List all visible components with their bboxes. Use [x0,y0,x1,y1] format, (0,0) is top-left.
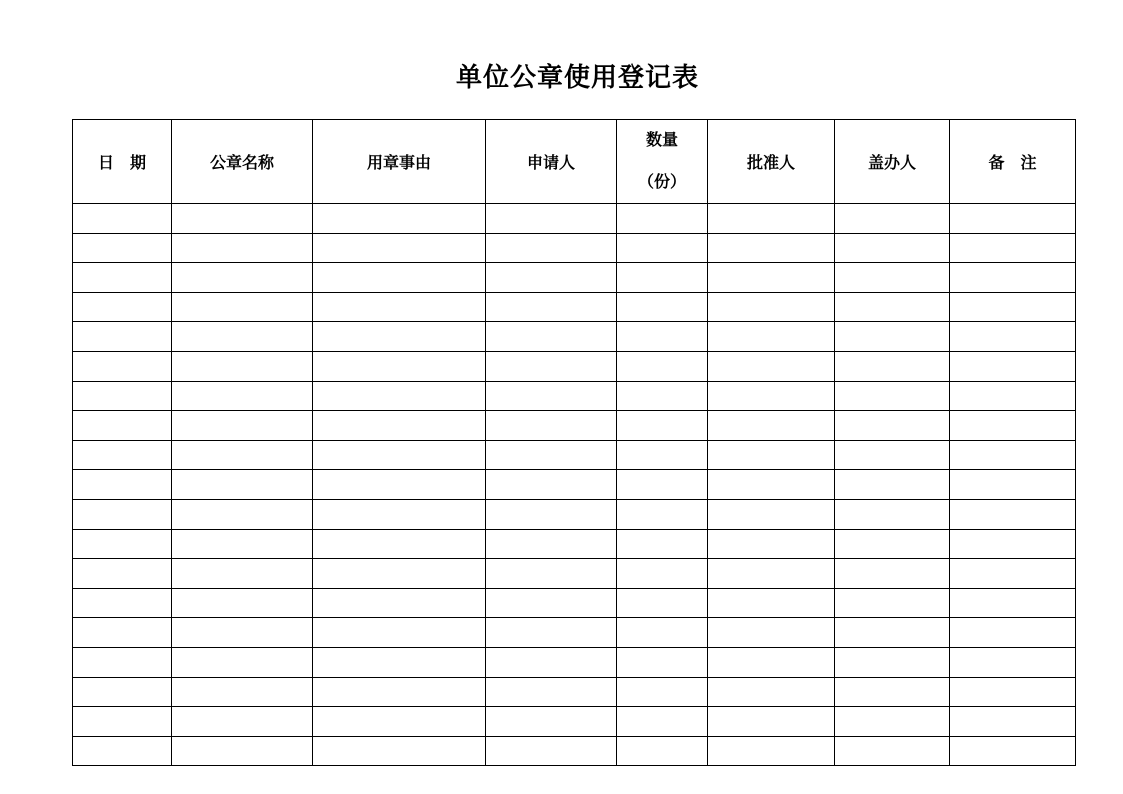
table-cell[interactable] [73,529,172,559]
table-cell[interactable] [835,559,950,589]
table-cell[interactable] [617,559,708,589]
table-cell[interactable] [73,322,172,352]
table-cell[interactable] [486,204,617,234]
table-cell[interactable] [172,322,313,352]
table-cell[interactable] [172,588,313,618]
table-cell[interactable] [617,499,708,529]
table-cell[interactable] [73,204,172,234]
table-cell[interactable] [708,559,835,589]
table-cell[interactable] [486,588,617,618]
table-cell[interactable] [835,381,950,411]
table-cell[interactable] [950,411,1076,441]
table-row [73,411,1076,441]
table-cell[interactable] [950,559,1076,589]
table-cell[interactable] [486,233,617,263]
table-cell[interactable] [172,618,313,648]
table-cell[interactable] [486,381,617,411]
table-cell[interactable] [172,381,313,411]
table-cell[interactable] [486,559,617,589]
table-cell[interactable] [172,233,313,263]
header-stamper: 盖办人 [835,120,950,204]
table-row [73,499,1076,529]
table-cell[interactable] [313,470,486,500]
table-cell[interactable] [486,263,617,293]
table-cell[interactable] [835,499,950,529]
table-cell[interactable] [708,351,835,381]
table-cell[interactable] [313,381,486,411]
header-approver: 批准人 [708,120,835,204]
table-cell[interactable] [835,263,950,293]
table-row [73,529,1076,559]
table-cell[interactable] [617,677,708,707]
table-cell[interactable] [708,588,835,618]
table-cell[interactable] [313,588,486,618]
table-cell[interactable] [708,292,835,322]
table-cell[interactable] [313,204,486,234]
table-cell[interactable] [950,381,1076,411]
table-cell[interactable] [73,499,172,529]
table-row [73,647,1076,677]
table-cell[interactable] [172,736,313,766]
table-cell[interactable] [73,618,172,648]
table-cell[interactable] [950,322,1076,352]
table-row [73,588,1076,618]
table-cell[interactable] [835,529,950,559]
table-cell[interactable] [73,233,172,263]
table-cell[interactable] [708,647,835,677]
table-cell[interactable] [313,292,486,322]
table-cell[interactable] [708,529,835,559]
table-cell[interactable] [313,529,486,559]
table-cell[interactable] [950,618,1076,648]
table-cell[interactable] [835,292,950,322]
table-cell[interactable] [73,647,172,677]
table-row [73,351,1076,381]
table-cell[interactable] [950,292,1076,322]
table-row [73,440,1076,470]
table-cell[interactable] [835,736,950,766]
table-cell[interactable] [172,263,313,293]
table-cell[interactable] [172,707,313,737]
table-cell[interactable] [950,351,1076,381]
table-cell[interactable] [950,263,1076,293]
table-cell[interactable] [172,529,313,559]
table-row [73,559,1076,589]
header-reason: 用章事由 [313,120,486,204]
table-cell[interactable] [835,707,950,737]
table-body [73,204,1076,766]
table-cell[interactable] [835,470,950,500]
table-cell[interactable] [486,736,617,766]
table-cell[interactable] [617,529,708,559]
table-cell[interactable] [486,618,617,648]
table-cell[interactable] [172,440,313,470]
table-cell[interactable] [617,322,708,352]
table-cell[interactable] [835,204,950,234]
table-row [73,470,1076,500]
table-cell[interactable] [708,233,835,263]
table-cell[interactable] [950,470,1076,500]
header-applicant: 申请人 [486,120,617,204]
table-cell[interactable] [73,470,172,500]
table-cell[interactable] [617,618,708,648]
table-cell[interactable] [708,440,835,470]
table-cell[interactable] [617,647,708,677]
table-cell[interactable] [486,647,617,677]
table-cell[interactable] [708,499,835,529]
table-cell[interactable] [708,470,835,500]
table-cell[interactable] [486,470,617,500]
table-row [73,618,1076,648]
table-cell[interactable] [486,529,617,559]
table-cell[interactable] [313,263,486,293]
table-cell[interactable] [835,588,950,618]
table-cell[interactable] [313,677,486,707]
table-cell[interactable] [73,677,172,707]
table-cell[interactable] [617,351,708,381]
table-cell[interactable] [617,470,708,500]
table-cell[interactable] [835,322,950,352]
table-cell[interactable] [313,499,486,529]
table-cell[interactable] [617,736,708,766]
table-cell[interactable] [73,351,172,381]
header-seal-name: 公章名称 [172,120,313,204]
table-cell[interactable] [486,351,617,381]
table-cell[interactable] [617,204,708,234]
table-cell[interactable] [617,381,708,411]
table-cell[interactable] [835,677,950,707]
table-cell[interactable] [73,263,172,293]
table-cell[interactable] [708,411,835,441]
table-cell[interactable] [617,707,708,737]
table-cell[interactable] [486,677,617,707]
table-cell[interactable] [950,440,1076,470]
table-cell[interactable] [73,707,172,737]
table-cell[interactable] [313,322,486,352]
table-cell[interactable] [950,647,1076,677]
table-row [73,322,1076,352]
table-cell[interactable] [172,499,313,529]
table-cell[interactable] [950,233,1076,263]
table-cell[interactable] [172,411,313,441]
table-cell[interactable] [950,529,1076,559]
table-cell[interactable] [73,588,172,618]
header-date: 日 期 [73,120,172,204]
table-row [73,292,1076,322]
table-cell[interactable] [835,618,950,648]
table-row [73,736,1076,766]
table-cell[interactable] [617,263,708,293]
table-cell[interactable] [617,588,708,618]
table-cell[interactable] [172,292,313,322]
table-cell[interactable] [708,381,835,411]
table-cell[interactable] [172,559,313,589]
table-cell[interactable] [172,677,313,707]
table-cell[interactable] [313,351,486,381]
table-cell[interactable] [313,707,486,737]
table-cell[interactable] [486,411,617,441]
table-cell[interactable] [617,292,708,322]
table-cell[interactable] [708,322,835,352]
table-cell[interactable] [73,292,172,322]
table-cell[interactable] [835,440,950,470]
table-cell[interactable] [708,618,835,648]
table-cell[interactable] [708,707,835,737]
seal-usage-register-table [72,119,1076,766]
table-cell[interactable] [313,440,486,470]
table-cell[interactable] [313,647,486,677]
table-cell[interactable] [950,736,1076,766]
header-quantity-unit: （份） [637,171,686,191]
table-cell[interactable] [835,233,950,263]
table-cell[interactable] [73,559,172,589]
table-cell[interactable] [835,647,950,677]
table-row [73,381,1076,411]
table-cell[interactable] [950,204,1076,234]
table-cell[interactable] [313,559,486,589]
table-row [73,263,1076,293]
table-cell[interactable] [486,322,617,352]
table-cell[interactable] [950,588,1076,618]
header-remarks: 备 注 [950,120,1076,204]
table-row [73,204,1076,234]
table-cell[interactable] [835,411,950,441]
table-row [73,233,1076,263]
table-cell[interactable] [486,499,617,529]
table-cell[interactable] [73,411,172,441]
table-cell[interactable] [950,677,1076,707]
table-cell[interactable] [73,440,172,470]
table-cell[interactable] [708,736,835,766]
table-cell[interactable] [617,440,708,470]
table-cell[interactable] [835,351,950,381]
table-cell[interactable] [486,292,617,322]
table-row [73,707,1076,737]
table-cell[interactable] [950,499,1076,529]
header-quantity-label: 数量 [645,129,678,149]
table-cell[interactable] [708,263,835,293]
table-cell[interactable] [617,411,708,441]
header-quantity [617,120,708,204]
table-cell[interactable] [486,440,617,470]
table-cell[interactable] [486,707,617,737]
table-cell[interactable] [73,736,172,766]
document-title: 单位公章使用登记表 [455,63,699,93]
table-cell[interactable] [73,381,172,411]
table-cell[interactable] [313,411,486,441]
header-row [73,120,1076,204]
table-cell[interactable] [172,351,313,381]
table-cell[interactable] [313,736,486,766]
table-cell[interactable] [313,233,486,263]
table-cell[interactable] [172,470,313,500]
table-cell[interactable] [708,677,835,707]
table-cell[interactable] [172,647,313,677]
table-cell[interactable] [708,204,835,234]
table-cell[interactable] [617,233,708,263]
table-row [73,677,1076,707]
table-cell[interactable] [950,707,1076,737]
table-cell[interactable] [172,204,313,234]
table-cell[interactable] [313,618,486,648]
